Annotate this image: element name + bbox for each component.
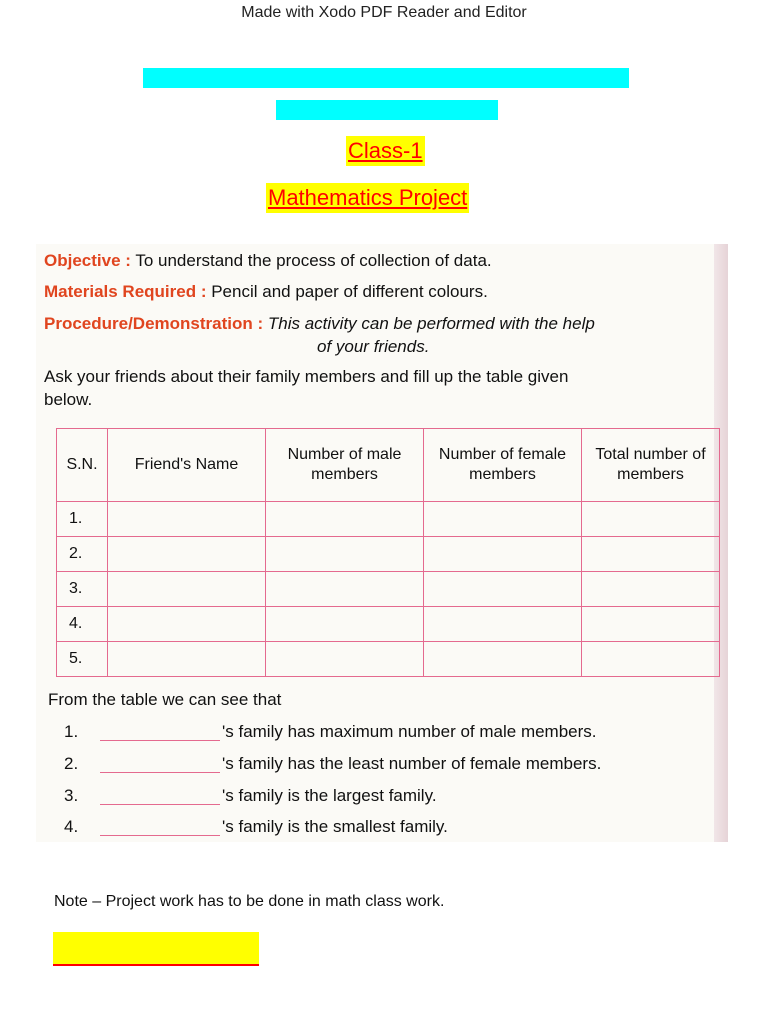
friend-name-cell[interactable] — [108, 537, 266, 572]
table-row — [57, 642, 720, 677]
column-header-sn: S.N. — [57, 429, 108, 502]
total-members-cell[interactable] — [582, 642, 720, 677]
fill-in-blank[interactable] — [100, 740, 220, 741]
column-header-total-members: Total number of members — [582, 429, 720, 502]
conclusion-statement — [64, 817, 448, 837]
family-members-table — [56, 428, 720, 677]
total-members-cell[interactable] — [582, 572, 720, 607]
project-title: Mathematics Project — [266, 183, 469, 213]
total-members-cell[interactable] — [582, 607, 720, 642]
column-header-female-members: Number of female members — [424, 429, 582, 502]
female-members-cell[interactable] — [424, 502, 582, 537]
yellow-highlight-box — [53, 932, 259, 966]
statement-text: 's family is the smallest family. — [222, 817, 448, 836]
row-number: 4. — [57, 607, 108, 642]
procedure-text-continued: of your friends. — [317, 337, 430, 356]
cyan-highlight-bar-small — [276, 100, 498, 120]
fill-in-blank[interactable] — [100, 772, 220, 773]
female-members-cell[interactable] — [424, 642, 582, 677]
row-number: 1. — [57, 502, 108, 537]
fill-in-blank[interactable] — [100, 804, 220, 805]
conclusion-intro: From the table we can see that — [48, 690, 282, 709]
male-members-cell[interactable] — [266, 572, 424, 607]
instruction-text-continued: below. — [44, 390, 93, 409]
male-members-cell[interactable] — [266, 537, 424, 572]
male-members-cell[interactable] — [266, 642, 424, 677]
scanned-worksheet — [36, 244, 728, 842]
female-members-cell[interactable] — [424, 572, 582, 607]
materials-text: Pencil and paper of different colours. — [206, 282, 488, 301]
statement-number: 2. — [64, 754, 79, 773]
statement-number: 3. — [64, 786, 79, 805]
fill-in-blank[interactable] — [100, 835, 220, 836]
table-row — [57, 572, 720, 607]
procedure-text: This activity can be performed with the help — [263, 314, 595, 333]
column-header-male-members: Number of male members — [266, 429, 424, 502]
cyan-highlight-bar — [143, 68, 629, 88]
materials-line — [44, 282, 488, 302]
instruction-text: Ask your friends about their family members and fill up the table given — [44, 367, 569, 386]
conclusion-statement — [64, 722, 597, 742]
friend-name-cell[interactable] — [108, 607, 266, 642]
row-number: 2. — [57, 537, 108, 572]
table-row — [57, 607, 720, 642]
female-members-cell[interactable] — [424, 537, 582, 572]
note-text: Note – Project work has to be done in math class work. — [54, 893, 445, 910]
table-header-row — [57, 429, 720, 502]
male-members-cell[interactable] — [266, 502, 424, 537]
statement-text: 's family has the least number of female members. — [222, 754, 602, 773]
row-number: 5. — [57, 642, 108, 677]
total-members-cell[interactable] — [582, 502, 720, 537]
female-members-cell[interactable] — [424, 607, 582, 642]
friend-name-cell[interactable] — [108, 572, 266, 607]
statement-number: 4. — [64, 817, 79, 836]
row-number: 3. — [57, 572, 108, 607]
objective-line — [44, 251, 492, 271]
class-title: Class-1 — [346, 136, 425, 166]
objective-text: To understand the process of collection of data. — [130, 251, 492, 270]
column-header-friend-name: Friend's Name — [108, 429, 266, 502]
procedure-label: Procedure/Demonstration : — [44, 314, 264, 333]
materials-label: Materials Required : — [44, 282, 207, 301]
watermark-text: Made with Xodo PDF Reader and Editor — [241, 4, 527, 21]
conclusion-statement — [64, 754, 601, 774]
total-members-cell[interactable] — [582, 537, 720, 572]
statement-number: 1. — [64, 722, 79, 741]
table-row — [57, 502, 720, 537]
objective-label: Objective : — [44, 251, 131, 270]
conclusion-statement — [64, 786, 437, 806]
statement-text: 's family is the largest family. — [222, 786, 437, 805]
procedure-line — [44, 314, 595, 334]
table-row — [57, 537, 720, 572]
male-members-cell[interactable] — [266, 607, 424, 642]
friend-name-cell[interactable] — [108, 502, 266, 537]
statement-text: 's family has maximum number of male members. — [222, 722, 597, 741]
friend-name-cell[interactable] — [108, 642, 266, 677]
